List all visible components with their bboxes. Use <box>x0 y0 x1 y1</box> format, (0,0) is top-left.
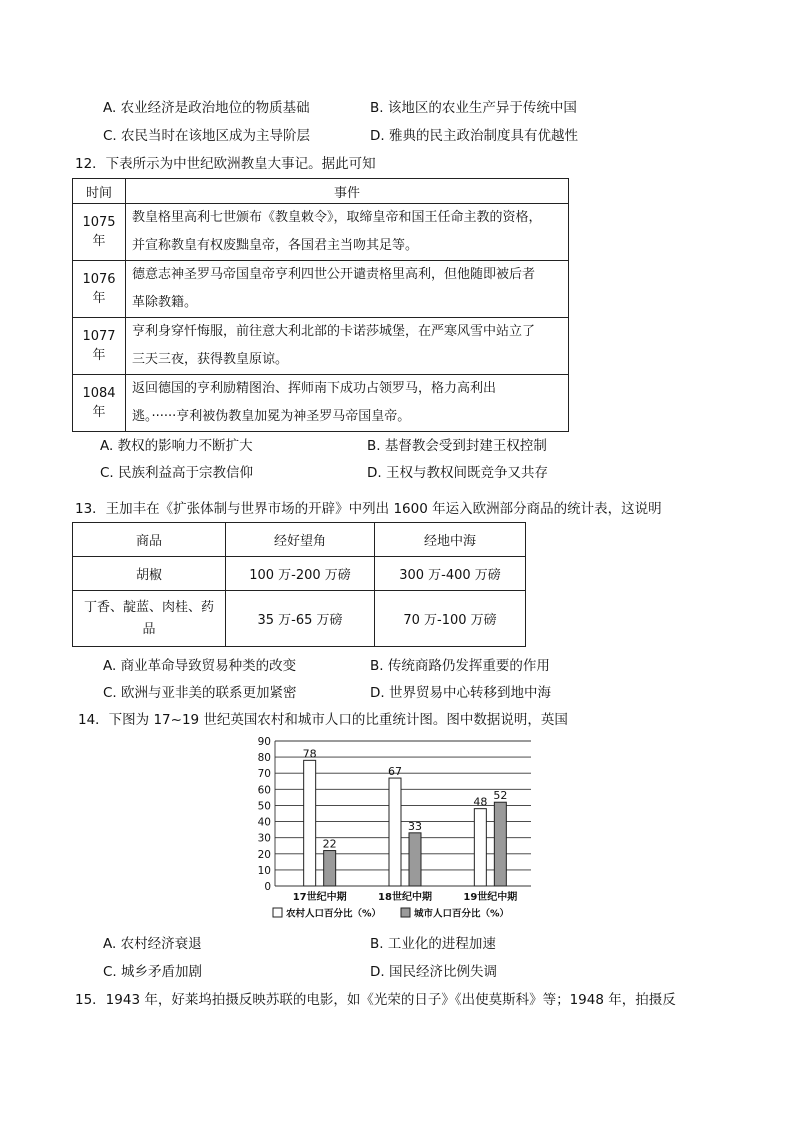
event-line: 三天三夜，获得教皇原谅。 <box>132 352 289 367</box>
legend-label: 农村人口百分比（%） <box>286 908 382 920</box>
bar-value-label: 78 <box>302 747 317 761</box>
q12-stem: 12．下表所示为中世纪欧洲教皇大事记。据此可知 <box>75 156 376 172</box>
bar <box>389 778 401 886</box>
q13-option-a: A. 商业革命导致贸易种类的改变 <box>103 658 297 674</box>
bar-value-label: 67 <box>388 765 402 779</box>
bar <box>494 802 506 886</box>
row-year: 1076 年 <box>73 261 126 318</box>
row-event <box>126 375 569 432</box>
row-event <box>126 204 569 261</box>
event-line: 革除教籍。 <box>132 295 198 310</box>
q12-option-d: D. 王权与教权间既竞争又共存 <box>367 465 548 481</box>
bar <box>409 833 421 886</box>
y-tick-label: 0 <box>264 881 271 893</box>
bar-value-label: 52 <box>493 789 508 803</box>
med-cell: 70 万-100 万磅 <box>375 591 526 647</box>
y-tick-label: 20 <box>257 848 271 861</box>
q11-option-c: C. 农民当时在该地区成为主导阶层 <box>103 128 311 144</box>
q13-option-b: B. 传统商路仍发挥重要的作用 <box>370 658 550 674</box>
q14-option-d: D. 国民经济比例失调 <box>370 964 497 980</box>
table-header-row <box>73 179 569 204</box>
q11-option-b: B. 该地区的农业生产异于传统中国 <box>370 100 577 116</box>
q11-option-a: A. 农业经济是政治地位的物质基础 <box>103 100 310 116</box>
row-year: 1077 年 <box>73 318 126 375</box>
q13-option-c: C. 欧洲与亚非美的联系更加紧密 <box>103 685 297 701</box>
cape-cell: 100 万-200 万磅 <box>226 557 375 591</box>
table-row <box>73 375 569 432</box>
y-tick-label: 50 <box>257 800 271 813</box>
header-goods: 商品 <box>73 523 226 557</box>
goods-line: 丁香、靛蓝、肉桂、药 <box>83 599 214 615</box>
row-event <box>126 318 569 375</box>
q12-option-b: B. 基督教会受到封建王权控制 <box>367 438 547 454</box>
q14-option-c: C. 城乡矛盾加剧 <box>103 964 203 980</box>
med-cell: 300 万-400 万磅 <box>375 557 526 591</box>
cape-cell: 35 万-65 万磅 <box>226 591 375 647</box>
header-event: 事件 <box>126 179 569 204</box>
bar-value-label: 22 <box>322 837 337 851</box>
q12-events-table <box>72 178 569 432</box>
legend-swatch <box>273 908 282 917</box>
y-tick-label: 60 <box>257 784 271 797</box>
bar-value-label: 33 <box>408 819 422 833</box>
category-label: 19世纪中期 <box>463 892 518 903</box>
q14-stem: 14．下图为 17~19 世纪英国农村和城市人口的比重统计图。图中数据说明，英国 <box>78 712 568 728</box>
y-tick-label: 80 <box>257 752 271 765</box>
table-row <box>73 557 526 591</box>
q13-stem: 13．王加丰在《扩张体制与世界市场的开辟》中列出 1600 年运入欧洲部分商品的统计表，这说明 <box>75 501 662 517</box>
event-line: 并宣称教皇有权废黜皇帝，各国君主当吻其足等。 <box>132 238 419 253</box>
event-line: 教皇格里高利七世颁布《教皇敕令》，取缔皇帝和国王任命主教的资格， <box>132 210 542 225</box>
table-row <box>73 318 569 375</box>
bar <box>304 760 316 886</box>
row-year: 1084 年 <box>73 375 126 432</box>
legend-label: 城市人口百分比（%） <box>414 908 510 920</box>
q14-option-a: A. 农村经济衰退 <box>103 936 202 952</box>
y-tick-label: 10 <box>257 864 271 877</box>
bar-value-label: 48 <box>473 795 488 809</box>
row-event <box>126 261 569 318</box>
table-header-row <box>73 523 526 557</box>
goods-line: 品 <box>142 621 156 637</box>
y-tick-label: 30 <box>257 832 271 845</box>
q14-option-b: B. 工业化的进程加速 <box>370 936 496 952</box>
event-line: 逃。······亨利被伪教皇加冕为神圣罗马帝国皇帝。 <box>132 409 411 424</box>
header-time: 时间 <box>73 179 126 204</box>
bar <box>474 809 486 886</box>
q13-goods-table <box>72 522 526 647</box>
row-year: 1075 年 <box>73 204 126 261</box>
bar <box>324 851 336 886</box>
table-row <box>73 591 526 647</box>
q11-option-d: D. 雅典的民主政治制度具有优越性 <box>370 128 578 144</box>
y-tick-label: 90 <box>257 736 271 748</box>
goods-cell <box>73 591 226 647</box>
q12-option-a: A. 教权的影响力不断扩大 <box>100 438 253 454</box>
category-label: 18世纪中期 <box>378 892 432 903</box>
header-med: 经地中海 <box>375 523 526 557</box>
category-label: 17世纪中期 <box>292 892 347 903</box>
population-bar-chart <box>255 734 545 924</box>
event-line: 德意志神圣罗马帝国皇帝亨利四世公开谴责格里高利，但他随即被后者 <box>132 267 536 282</box>
header-cape: 经好望角 <box>226 523 375 557</box>
legend-swatch <box>401 908 410 917</box>
table-row <box>73 261 569 318</box>
q13-option-d: D. 世界贸易中心转移到地中海 <box>370 685 551 701</box>
y-tick-label: 70 <box>257 768 271 781</box>
goods-cell: 胡椒 <box>73 557 226 591</box>
q12-option-c: C. 民族利益高于宗教信仰 <box>100 465 254 481</box>
event-line: 亨利身穿忏悔服，前往意大利北部的卡诺莎城堡，在严寒风雪中站立了 <box>132 324 536 339</box>
y-tick-label: 40 <box>257 816 271 829</box>
q15-stem: 15．1943 年，好莱坞拍摄反映苏联的电影，如《光荣的日子》《出使莫斯科》等；1948 年，拍摄反 <box>75 992 676 1008</box>
table-row <box>73 204 569 261</box>
event-line: 返回德国的亨利励精图治、挥师南下成功占领罗马，格力高利出 <box>132 381 497 396</box>
